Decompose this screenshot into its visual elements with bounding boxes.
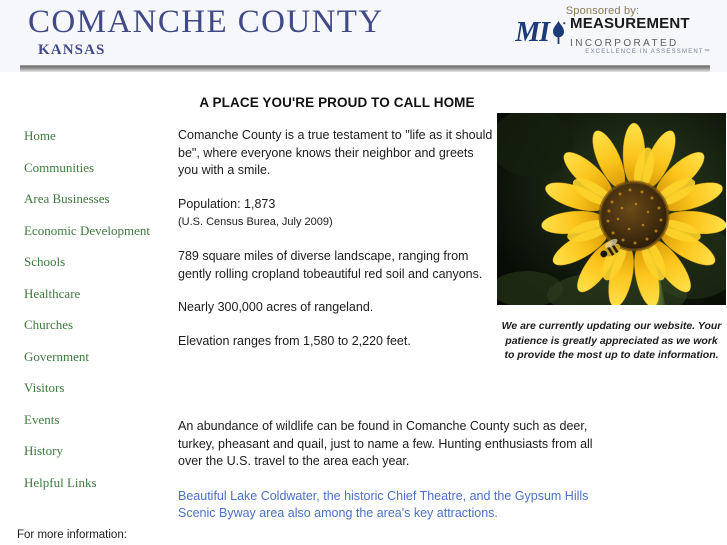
landscape-paragraph: 789 square miles of diverse landscape, ranging from gently rolling cropland tobeautiful red soil and canyons. bbox=[178, 249, 483, 281]
footer bbox=[17, 528, 417, 542]
photo-block bbox=[497, 113, 726, 363]
wildlife-paragraph: An abundance of wildlife can be found in Comanche County such as deer, turkey, pheasant and quail, just to name a few. Hunting enthusiasts from all over the U.S. travel to the area each year. bbox=[178, 419, 593, 468]
rangeland-line: Nearly 300,000 acres of rangeland. bbox=[178, 300, 374, 314]
sponsor-name-line2: INCORPORATED bbox=[570, 38, 679, 49]
attractions-link[interactable]: Beautiful Lake Coldwater, the historic Chief Theatre, and the Gypsum Hills Scenic Byway area also among the area's key attractions. bbox=[178, 488, 589, 520]
sidebar-item-communities[interactable]: Communities bbox=[24, 159, 95, 175]
site-header bbox=[0, 0, 727, 72]
sponsor-block bbox=[490, 4, 715, 57]
main-heading: A PLACE YOU'RE PROUD TO CALL HOME bbox=[199, 95, 475, 110]
sidebar-item-schools[interactable]: Schools bbox=[24, 254, 66, 269]
population-source: (U.S. Census Burea, July 2009) bbox=[178, 216, 333, 228]
lower-content bbox=[178, 418, 618, 523]
intro-paragraph: Comanche County is a true testament to "life as it should be", where everyone knows their neighbor and greets you with a smile. bbox=[178, 128, 493, 177]
sponsor-tagline: EXCELLENCE IN ASSESSMENT™ bbox=[585, 49, 711, 55]
sidebar-item-events[interactable]: Events bbox=[24, 411, 60, 427]
sidebar-item-government[interactable]: Government bbox=[24, 348, 89, 364]
measurement-incorporated-logo[interactable] bbox=[490, 15, 715, 49]
page-subtitle: KANSAS bbox=[38, 42, 106, 58]
elevation-line: Elevation ranges from 1,580 to 2,220 feet. bbox=[178, 333, 411, 348]
sidebar-item-area-businesses[interactable]: Area Businesses bbox=[24, 191, 110, 206]
sidebar-item-healthcare[interactable]: Healthcare bbox=[24, 285, 81, 301]
sponsor-wordmark bbox=[570, 15, 690, 51]
mi-monogram: MI bbox=[515, 17, 550, 48]
header-divider bbox=[20, 65, 710, 72]
sidebar-item-visitors[interactable]: Visitors bbox=[24, 380, 65, 395]
site-branding bbox=[28, 2, 384, 59]
page-title: COMANCHE COUNTY bbox=[28, 4, 384, 40]
sidebar-item-economic-development[interactable]: Economic Development bbox=[24, 222, 150, 238]
main-content bbox=[178, 95, 496, 366]
photo-caption: We are currently updating our website. Your patience is greatly appreciated as we work to provide the most up to date information. bbox=[501, 320, 722, 361]
sidebar-nav bbox=[0, 128, 175, 506]
sidebar-item-home[interactable]: Home bbox=[24, 128, 56, 143]
sunflower-photo bbox=[497, 113, 726, 305]
footer-more-information-label: For more information: bbox=[17, 529, 127, 541]
flame-icon bbox=[551, 21, 566, 45]
sponsor-label: Sponsored by: bbox=[565, 5, 640, 17]
sidebar-item-helpful-links[interactable]: Helpful Links bbox=[24, 474, 97, 490]
sidebar-item-history[interactable]: History bbox=[24, 443, 63, 458]
sidebar-item-churches[interactable]: Churches bbox=[24, 317, 74, 332]
population-line: Population: 1,873 bbox=[178, 196, 276, 211]
sponsor-name-line1: MEASUREMENT bbox=[570, 15, 690, 32]
